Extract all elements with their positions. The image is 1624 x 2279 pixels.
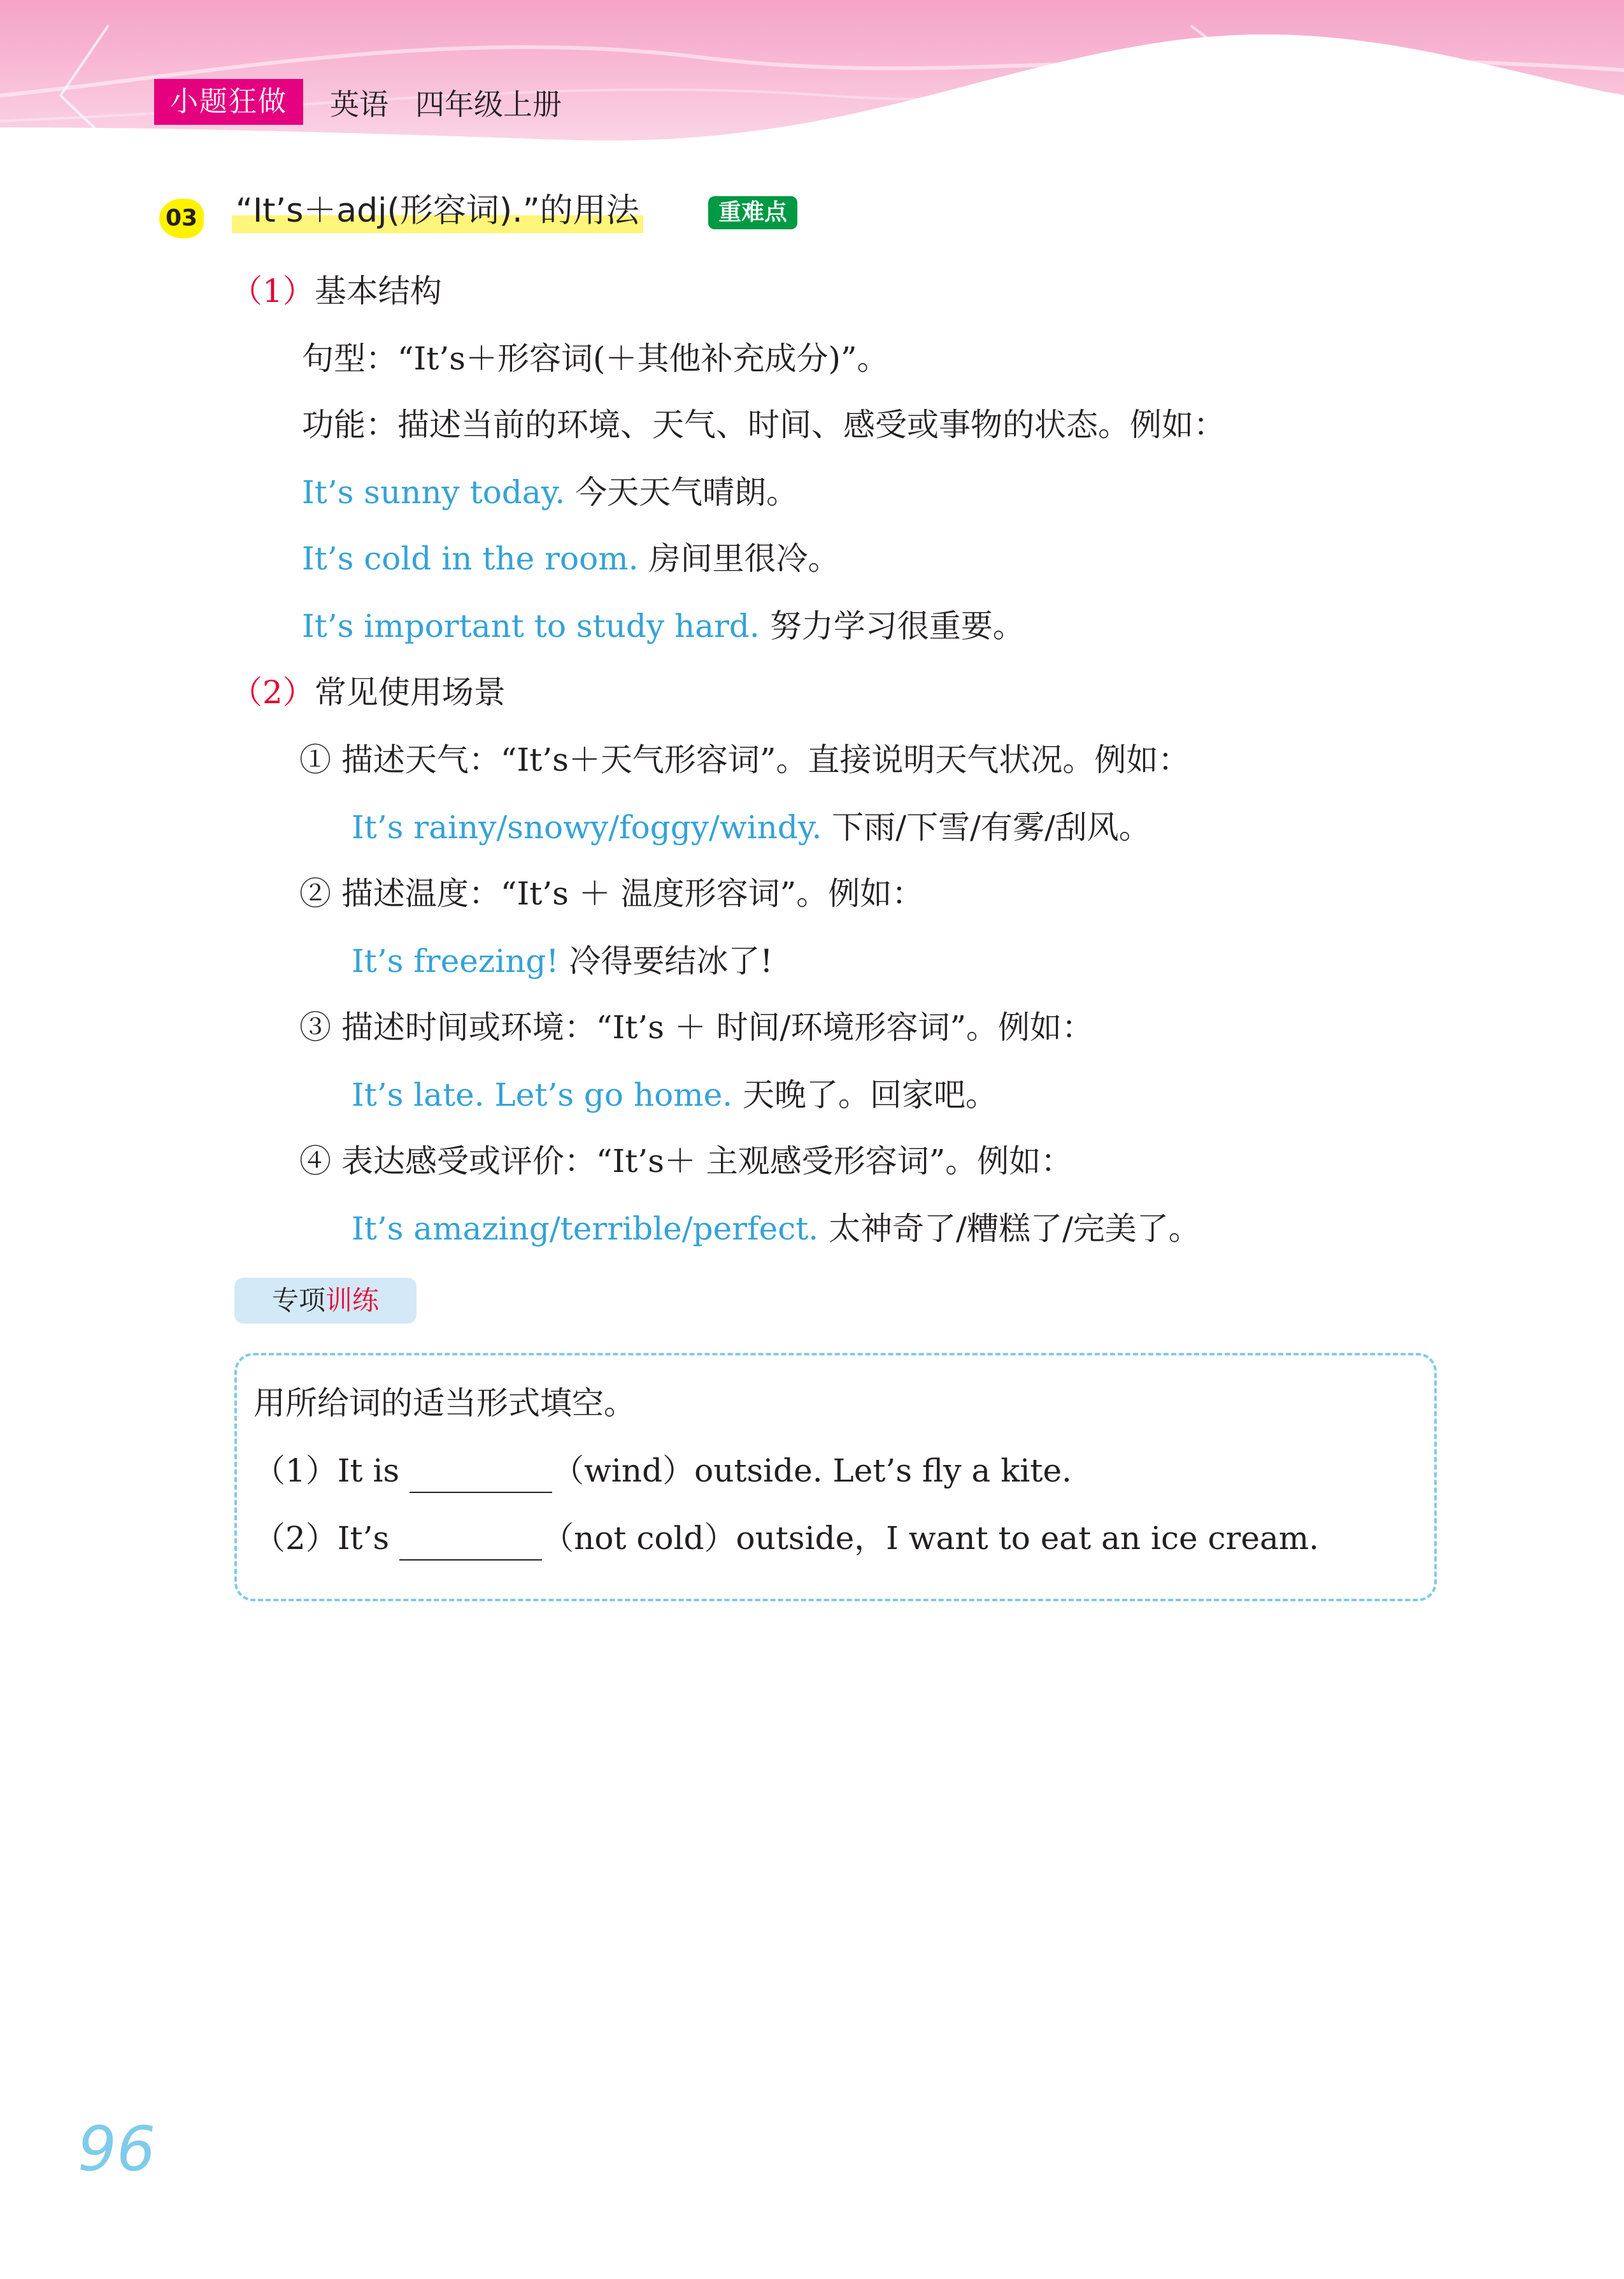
practice-tag-part2: 训练 (325, 1285, 380, 1316)
answer-blank[interactable] (410, 1460, 552, 1493)
example-english: It’s amazing/terrible/perfect. (352, 1210, 819, 1247)
question-prefix: （2）It’s (253, 1520, 390, 1557)
example-line (302, 536, 839, 581)
part2-heading: 常见使用场景 (314, 674, 506, 711)
part1-heading: 基本结构 (314, 273, 442, 310)
example-line (352, 1073, 997, 1117)
example-chinese: 冷得要结冰了! (569, 943, 773, 980)
part1-marker: （1） (231, 273, 315, 310)
example-line (352, 805, 1151, 850)
scene-label: ④ 表达感受或评价：“It’s＋ 主观感受形容词”。例如： (299, 1143, 1073, 1180)
page-header (0, 0, 1624, 191)
exercise-question (253, 1516, 1319, 1561)
example-chinese: 天晚了。回家吧。 (743, 1076, 998, 1113)
exercise-question (253, 1448, 1072, 1493)
question-suffix: （wind）outside. Let’s fly a kite. (552, 1452, 1072, 1489)
question-suffix: （not cold）outside，I want to eat an ice cream. (542, 1520, 1320, 1557)
grade-label: 四年级上册 (415, 87, 562, 122)
scene-label: ③ 描述时间或环境：“It’s ＋ 时间/环境形容词”。例如： (299, 1009, 1094, 1046)
example-chinese: 太神奇了/糟糕了/完美了。 (829, 1210, 1200, 1247)
scene-label: ② 描述温度：“It’s ＋ 温度形容词”。例如： (299, 875, 924, 912)
series-badge: 小题狂做 (154, 79, 303, 125)
part1-heading-line (231, 269, 442, 313)
example-english: It’s late. Let’s go home. (352, 1076, 733, 1113)
section-number: 03 (159, 199, 204, 238)
example-english: It’s important to study hard. (302, 608, 760, 645)
exercise-instruction: 用所给词的适当形式填空。 (253, 1385, 636, 1422)
pattern-text: 句型：“It’s＋形容词(＋其他补充成分)”。 (302, 340, 889, 377)
example-chinese: 下雨/下雪/有雾/刮风。 (832, 809, 1151, 846)
example-line (302, 604, 1025, 648)
practice-tag (234, 1278, 417, 1324)
key-point-tag: 重难点 (708, 196, 797, 229)
part2-marker: （2） (231, 674, 315, 711)
section-title: “It’s＋adj(形容词).”的用法 (232, 189, 643, 233)
question-prefix: （1）It is (253, 1452, 400, 1489)
subject-label: 英语 (330, 87, 388, 122)
example-english: It’s sunny today. (302, 474, 566, 511)
example-chinese: 房间里很冷。 (648, 540, 840, 577)
example-chinese: 今天天气晴朗。 (575, 474, 799, 511)
answer-blank[interactable] (399, 1527, 542, 1561)
practice-tag-part1: 专项 (271, 1285, 325, 1316)
example-chinese: 努力学习很重要。 (769, 608, 1025, 645)
example-english: It’s cold in the room. (302, 540, 639, 577)
example-line (302, 470, 798, 515)
part2-heading-line (231, 670, 506, 715)
example-line (352, 1206, 1200, 1251)
example-english: It’s freezing! (352, 943, 559, 980)
function-text: 功能：描述当前的环境、天气、时间、感受或事物的状态。例如： (302, 406, 1225, 443)
scene-label: ① 描述天气：“It’s＋天气形容词”。直接说明天气状况。例如： (299, 741, 1190, 778)
example-line (352, 939, 773, 983)
page-number: 96 (78, 2113, 156, 2185)
example-english: It’s rainy/snowy/foggy/windy. (352, 809, 822, 846)
